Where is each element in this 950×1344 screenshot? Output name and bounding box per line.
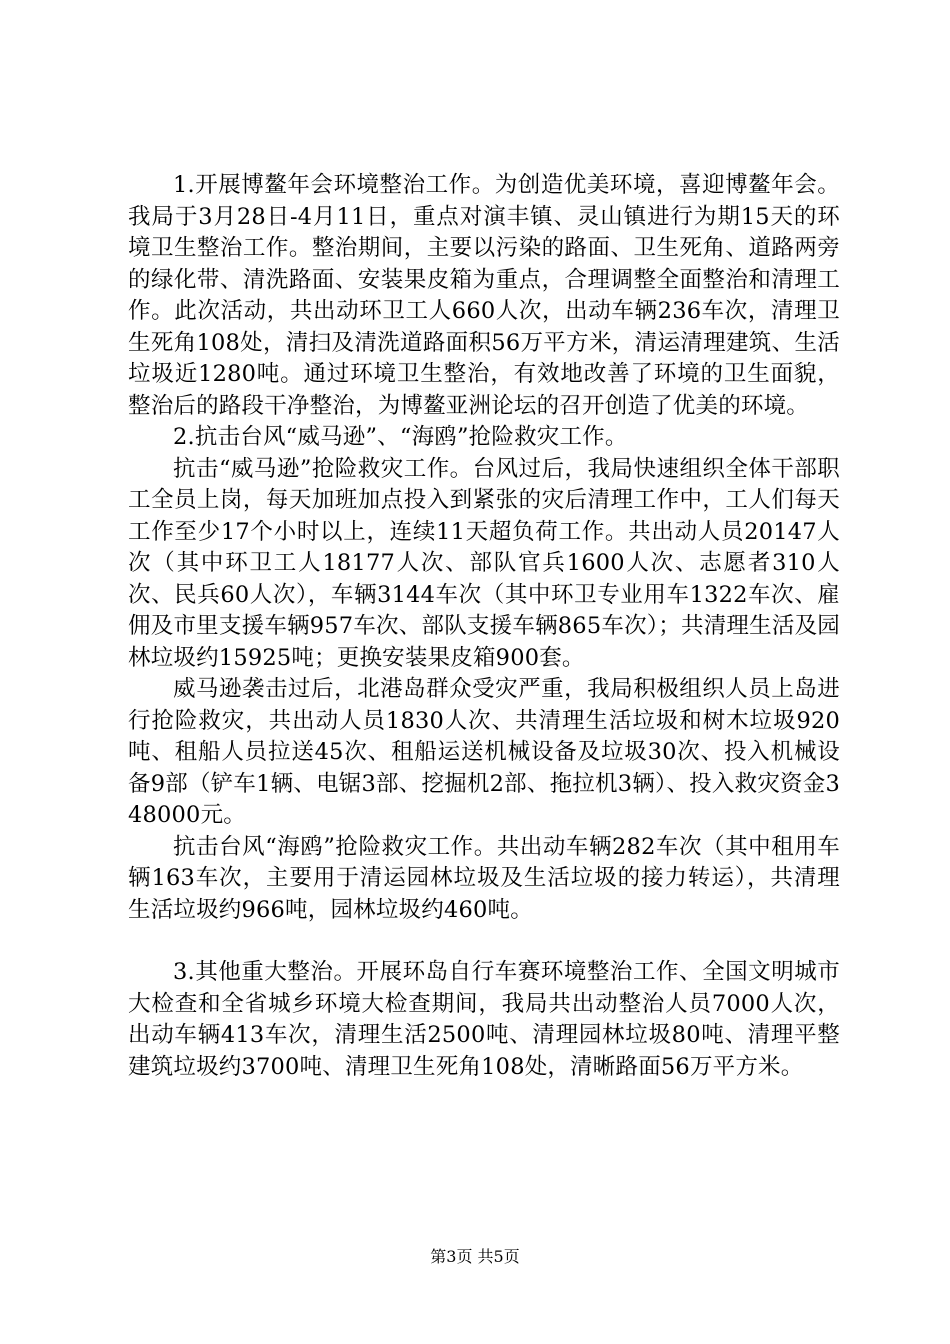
paragraph-kalmaegi-relief: 抗击台风“海鸥”抢险救灾工作。共出动车辆282车次（其中租用车辆163车次，主要用于清运园林垃圾及生活垃圾的接力转运），共清理生活垃圾约966吨，园林垃圾约460吨。 (128, 833, 840, 923)
paragraph-other-major-cleanup: 3.其他重大整治。开展环岛自行车赛环境整治工作、全国文明城市大检查和全省城乡环境大检查期间，我局共出动整治人员7000人次，出动车辆413车次，清理生活2500吨、清理园林垃圾80吨、清理平整建筑垃圾约3700吨、清理卫生死角108处，清晰路面56万平方米。 (128, 959, 840, 1080)
paragraph-rammasun-relief: 抗击“威马逊”抢险救灾工作。台风过后，我局快速组织全体干部职工全员上岗，每天加班加点投入到紧张的灾后清理工作中，工人们每天工作至少17个小时以上，连续11天超负荷工作。共出动人员20147人次（其中环卫工人18177人次、部队官兵1600人次、志愿者310人次、民兵60人次），车辆3144车次（其中环卫专业用车1322车次、雇佣及市里支援车辆957车次、部队支援车辆865车次）；共清理生活及园林垃圾约15925吨；更换安装果皮箱900套。 (128, 455, 840, 671)
paragraph-beigang-island-relief: 威马逊袭击过后，北港岛群众受灾严重，我局积极组织人员上岛进行抢险救灾，共出动人员1830人次、共清理生活垃圾和树木垃圾920吨、租船人员拉送45次、租船运送机械设备及垃圾30次、投入机械设备9部（铲车1辆、电锯3部、挖掘机2部、拖拉机3辆）、投入救灾资金348000元。 (128, 676, 840, 828)
document-body (128, 170, 840, 1083)
paragraph-typhoon-heading: 2.抗击台风“威马逊”、“海鸥”抢险救灾工作。 (173, 424, 628, 450)
page-number-footer: 第3页 共5页 (430, 1247, 520, 1266)
paragraph-boao-forum-cleanup: 1.开展博鳌年会环境整治工作。为创造优美环境，喜迎博鳌年会。我局于3月28日-4月11日，重点对演丰镇、灵山镇进行为期15天的环境卫生整治工作。整治期间，主要以污染的路面、卫生死角、道路两旁的绿化带、清洗路面、安装果皮箱为重点，合理调整全面整治和清理工作。此次活动，共出动环卫工人660人次，出动车辆236车次，清理卫生死角108处，清扫及清洗道路面积56万平方米，清运清理建筑、生活垃圾近1280吨。通过环境卫生整治，有效地改善了环境的卫生面貌，整治后的路段干净整治，为博鳌亚洲论坛的召开创造了优美的环境。 (128, 172, 840, 419)
